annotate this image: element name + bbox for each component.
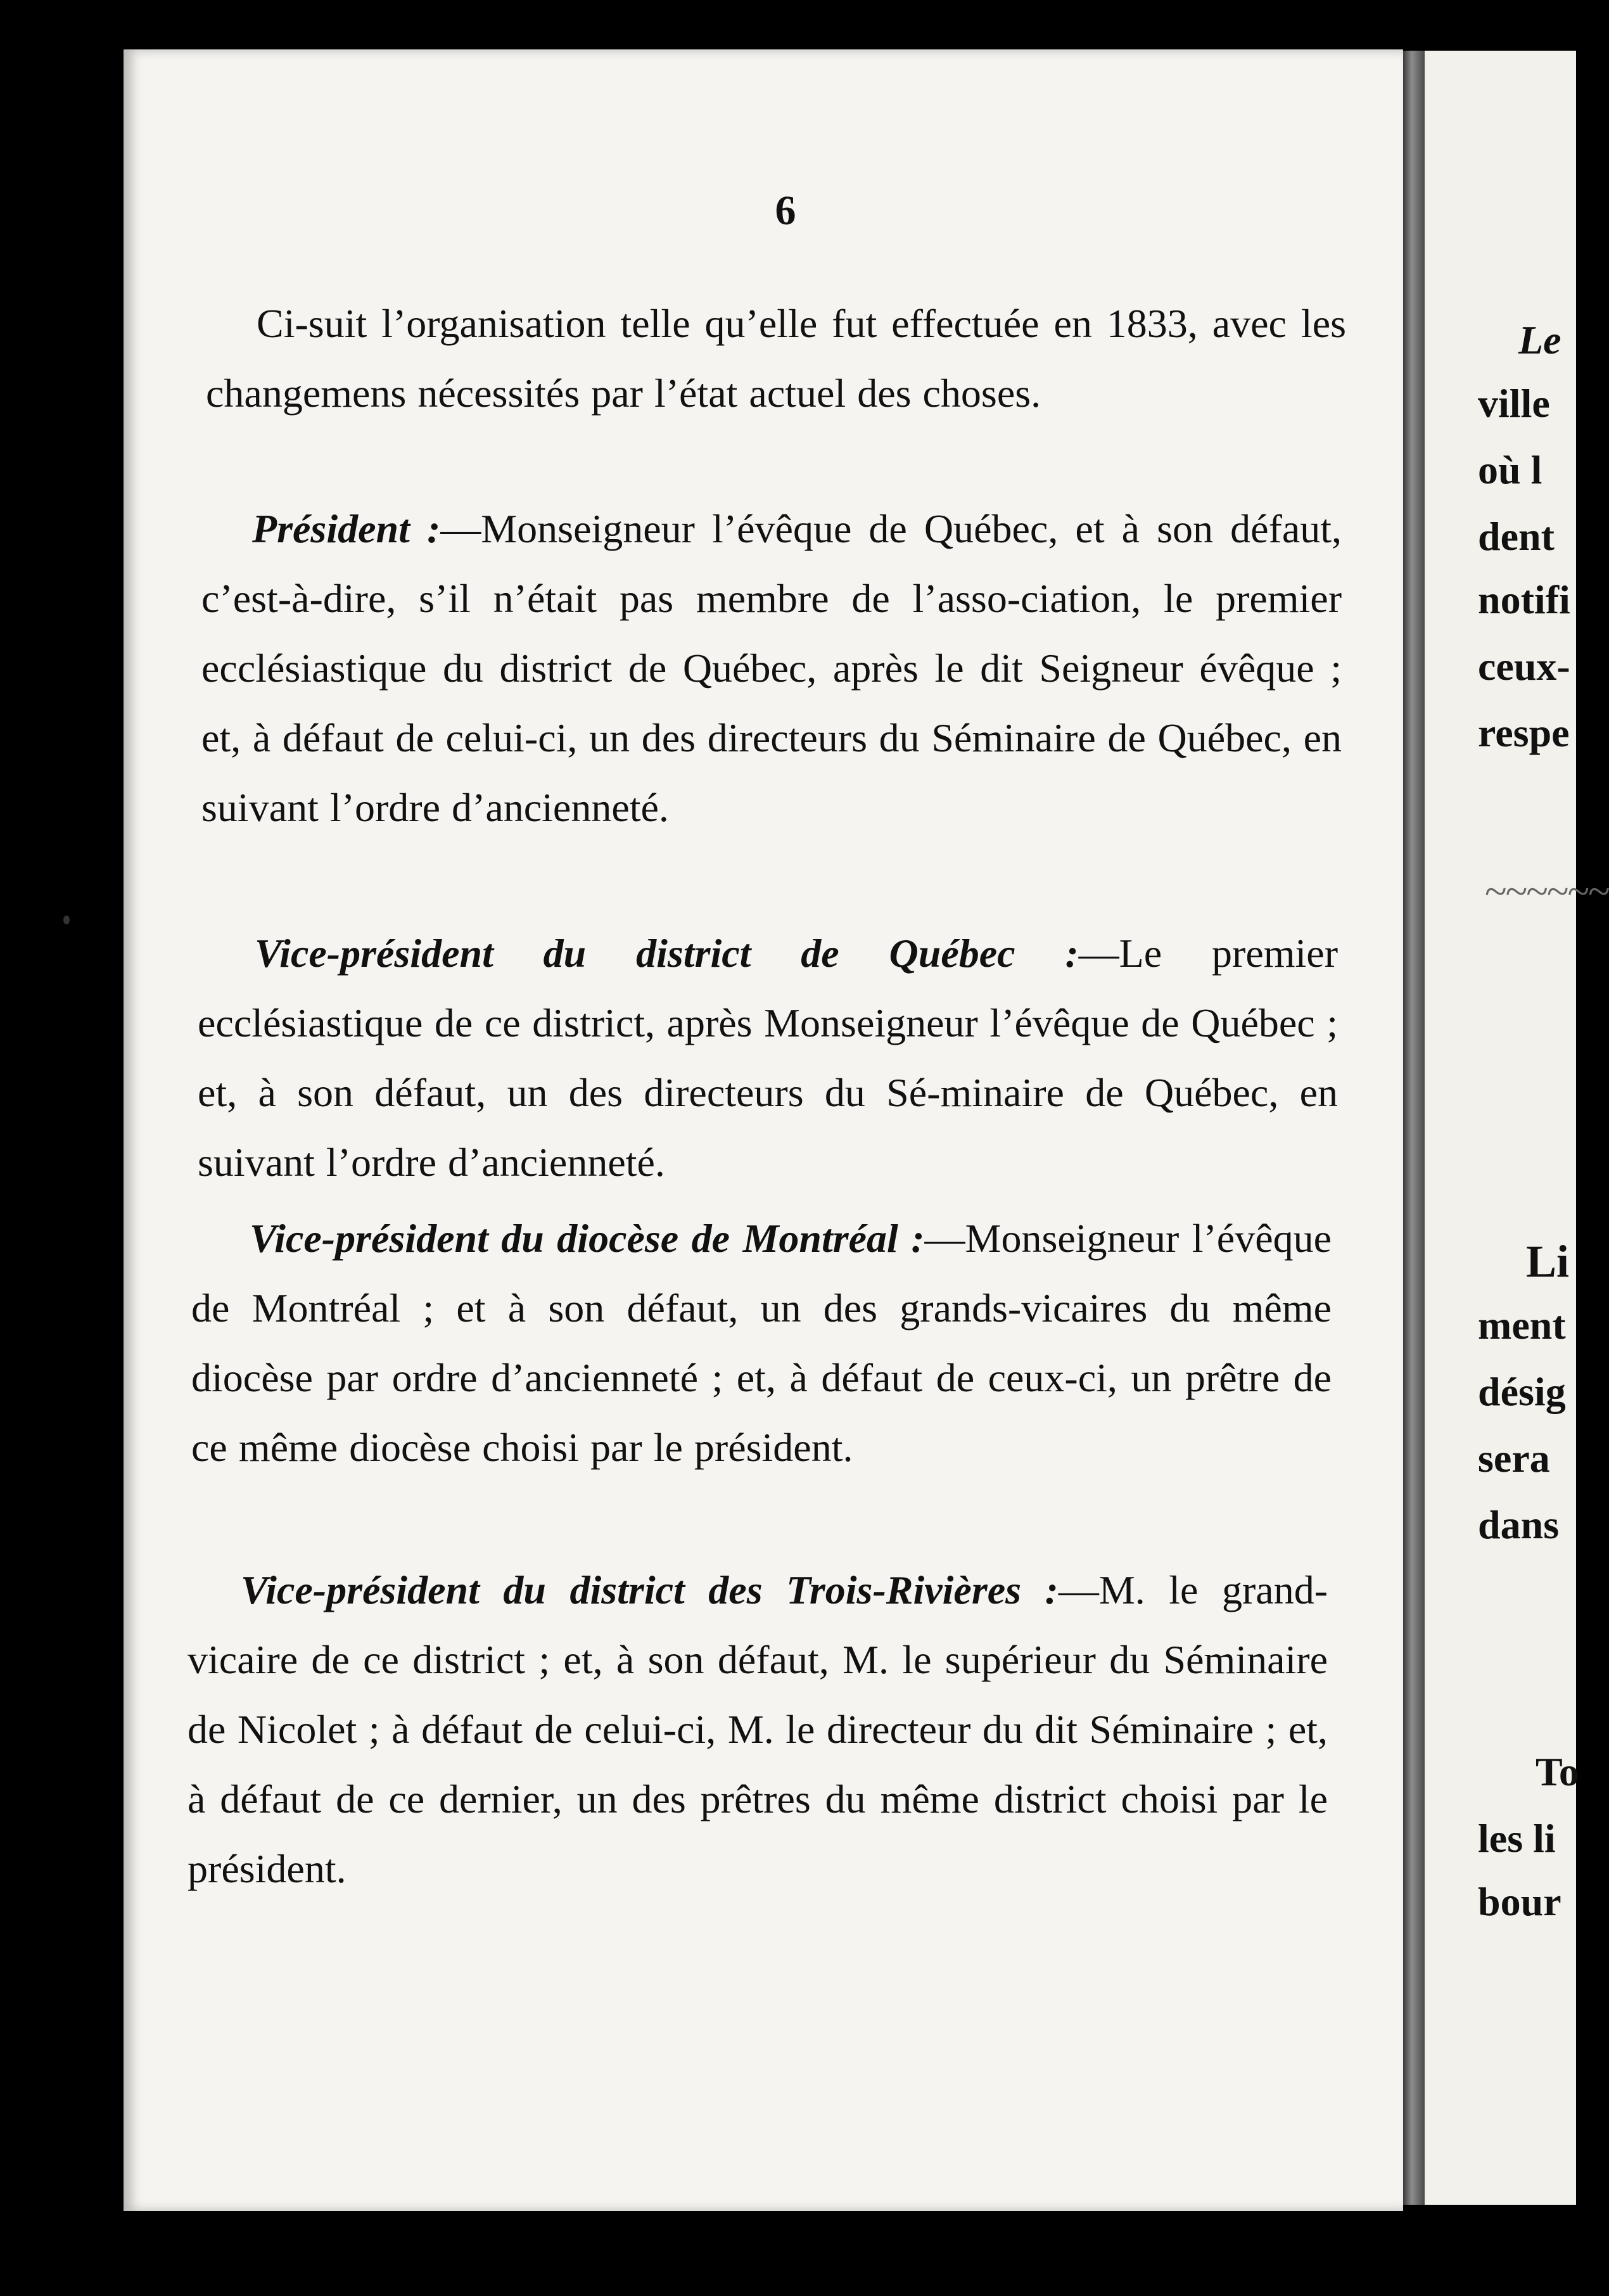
paragraph-text: —M. le grand-vicaire de ce district ; et, à son défaut, M. le supérieur du Séminaire de Nicolet ; à défaut de celui-ci, M. le directeur du dit Séminaire ; et, à défaut de ce dernier, un des prêtres du même district choisi par le président. <box>188 1567 1328 1891</box>
facing-line: ville <box>1478 381 1550 426</box>
facing-line: respe <box>1478 710 1570 755</box>
page-number: 6 <box>775 188 796 234</box>
paragraph-lead: Vice-président du district des Trois-Rivières : <box>241 1567 1059 1612</box>
facing-line: désig <box>1478 1369 1566 1414</box>
facing-page <box>1425 51 1609 2205</box>
facing-line: notifi <box>1478 577 1570 622</box>
paragraph-vp-montreal <box>191 1204 1332 1483</box>
facing-line: sera <box>1478 1436 1550 1481</box>
facing-line: ~~~~~~ <box>1485 869 1609 914</box>
facing-line: les li <box>1478 1816 1556 1861</box>
ink-speck <box>63 915 70 924</box>
paragraph-text: —Monseigneur l’évêque de Montréal ; et à son défaut, un des grands-vicaires du même diocèse par ordre d’ancienneté ; et, à défaut de ceux-ci, un prêtre de ce même diocèse choisi par le président. <box>191 1216 1332 1470</box>
paragraph-intro <box>206 289 1346 428</box>
book-gutter <box>1403 51 1425 2205</box>
facing-line: To <box>1536 1749 1579 1794</box>
paragraph-lead: Vice-président du district de Québec : <box>255 931 1079 976</box>
facing-line: où l <box>1478 447 1542 492</box>
paragraph-text: —Le premier ecclésiastique de ce district, après Monseigneur l’évêque de Québec ; et, à son défaut, un des directeurs du Sé-minaire de Québec, en suivant l’ordre d’ancienneté. <box>198 931 1338 1185</box>
facing-line: dans <box>1478 1502 1560 1547</box>
paragraph-vp-trois-rivieres <box>188 1555 1328 1904</box>
paragraph-text: Ci-suit l’organisation telle qu’elle fut effectuée en 1833, avec les changemens nécessités par l’état actuel des choses. <box>206 301 1346 416</box>
paragraph-lead: Président : <box>252 506 441 551</box>
facing-line: Li <box>1526 1236 1570 1287</box>
facing-line: dent <box>1478 514 1555 559</box>
facing-line: Le <box>1518 317 1561 362</box>
facing-line: ceux- <box>1478 644 1570 689</box>
paragraph-vp-quebec <box>198 919 1338 1197</box>
facing-line: ment <box>1478 1303 1566 1348</box>
paragraph-lead: Vice-président du diocèse de Montréal : <box>250 1216 925 1261</box>
paragraph-president <box>201 494 1342 843</box>
facing-line: bour <box>1478 1879 1561 1924</box>
paragraph-text: —Monseigneur l’évêque de Québec, et à son défaut, c’est-à-dire, s’il n’était pas membre de l’asso-ciation, le premier ecclésiastique du district de Québec, après le dit Seigneur évêque ; et, à défaut de celui-ci, un des directeurs du Séminaire de Québec, en suivant l’ordre d’ancienneté. <box>201 506 1342 830</box>
